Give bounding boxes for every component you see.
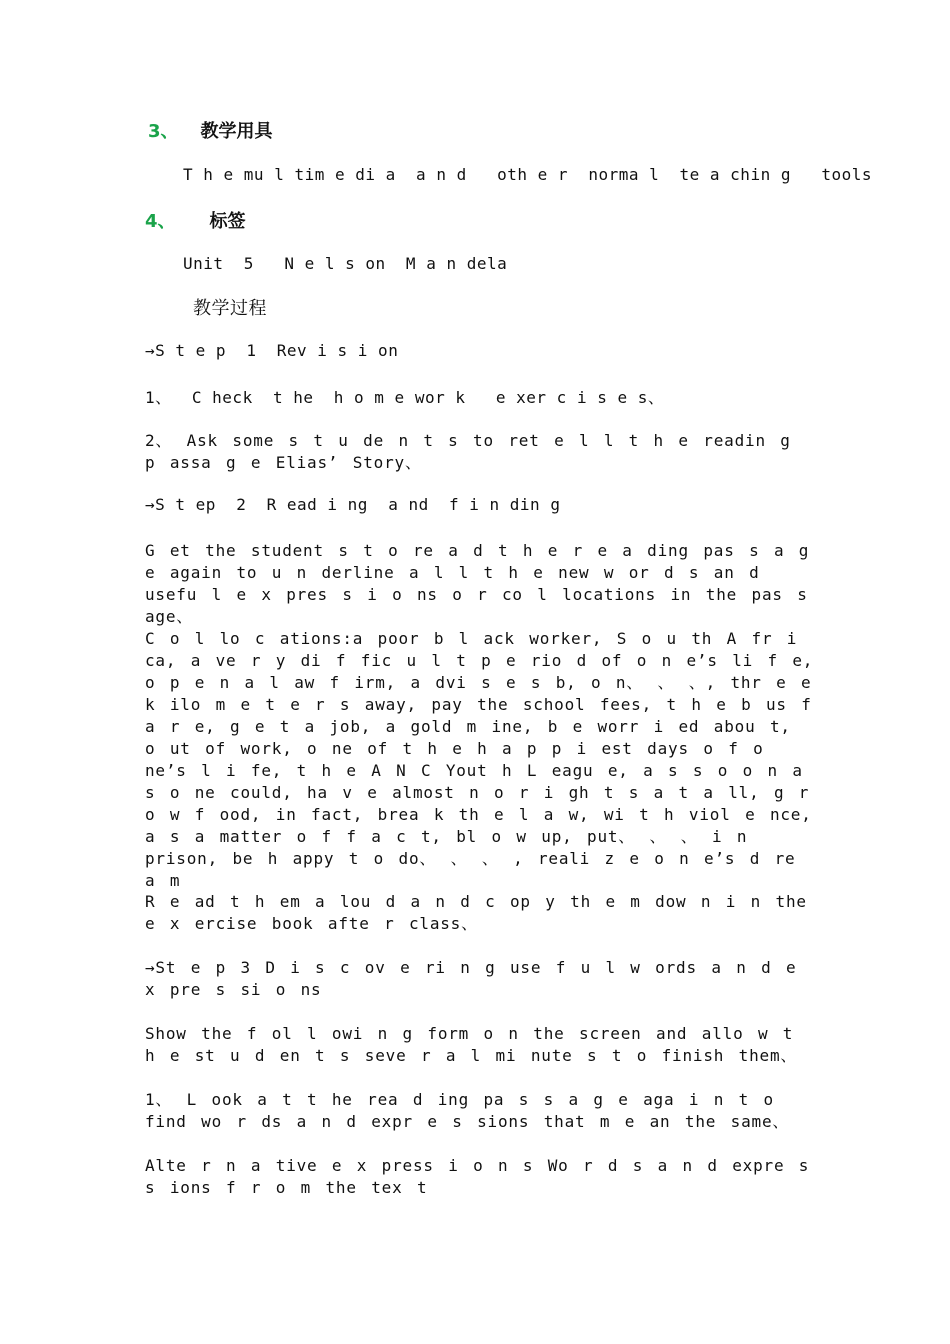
section-4-number: 4、 [145,211,176,232]
step-1-item-2: 2、 Ask some s t u de n t s to ret e l l t h e readin g p assa g e Elias’ Story、 [145,431,791,472]
step-2-paragraph-3: R e ad t h em a lou d a n d c op y th e m dow n i n the e x ercise book afte r class、 [145,892,807,933]
step-3-paragraph-2: Alte r n a tive e x press i o n s Wo r d s a n d expre s s ions f r o m the tex t [145,1156,810,1197]
section-3-number: 3、 [148,121,179,142]
section-4-text: Unit 5 N e l s on M a n dela [183,254,508,273]
section-4-heading [145,207,246,233]
step-2-collocations: C o l lo c ations:a poor b l ack worker, S o u th A fr i ca, a ve r y di f fic u l t p e rio d of o n e’s li f e, o p e n a l aw f irm, a dvi s e s b, o n、 、 、, thr e e k ilo m e t e r s away, pay the school fees, t h e b us f a r e, g e t a job, a gold m ine, b e worr i ed abou t, o ut of work, o ne of t h e h a p p i est days o f o ne’s l i fe, t h e A N C Yout h L eagu e, a s s o o n a s o ne could, ha v e almost n o r i gh t s a t a ll, g r o w f ood, in fact, brea k th e l a w, wi t h viol e nce, a s a matter o f f a c t, bl o w up, put、 、 、 i n prison, be h appy t o do、 、 、 , reali z e o n e’s d re a m [145,629,814,890]
step-2-heading: →S t ep 2 R ead i ng a nd f i n din g [145,495,561,514]
section-3-title: 教学用具 [200,121,273,142]
step-3-paragraph-1: Show the f ol l owi n g form o n the screen and allo w t h e st u d en t s seve r a l mi nute s t o finish them、 [145,1024,798,1065]
section-3-text: T h e mu l tim e di a a n d oth e r norma l te a chin g tools [183,165,873,184]
section-3-heading [148,117,273,143]
step-2-paragraph-1: G et the student s t o re a d t h e r e a ding pas s a g e again to u n derline a l l t h e new w or d s an d usefu l e x pres s i o ns o r co l locations in the pas s age、 [145,541,810,626]
step-3-heading: →St e p 3 D i s c ov e ri n g use f u l w ords a n d e x pre s si o ns [145,958,797,999]
step-1-item-1: 1、 C heck t he h o m e wor k e xer c i s e s、 [145,388,665,407]
process-title: 教学过程 [193,298,267,319]
step-1-heading: →S t e p 1 Rev i s i on [145,341,399,360]
step-3-item-1: 1、 L ook a t t he rea d ing pa s s a g e aga i n t o find wo r ds a n d expr e s sions that m e an the same、 [145,1090,790,1131]
section-4-title: 标签 [209,211,246,232]
